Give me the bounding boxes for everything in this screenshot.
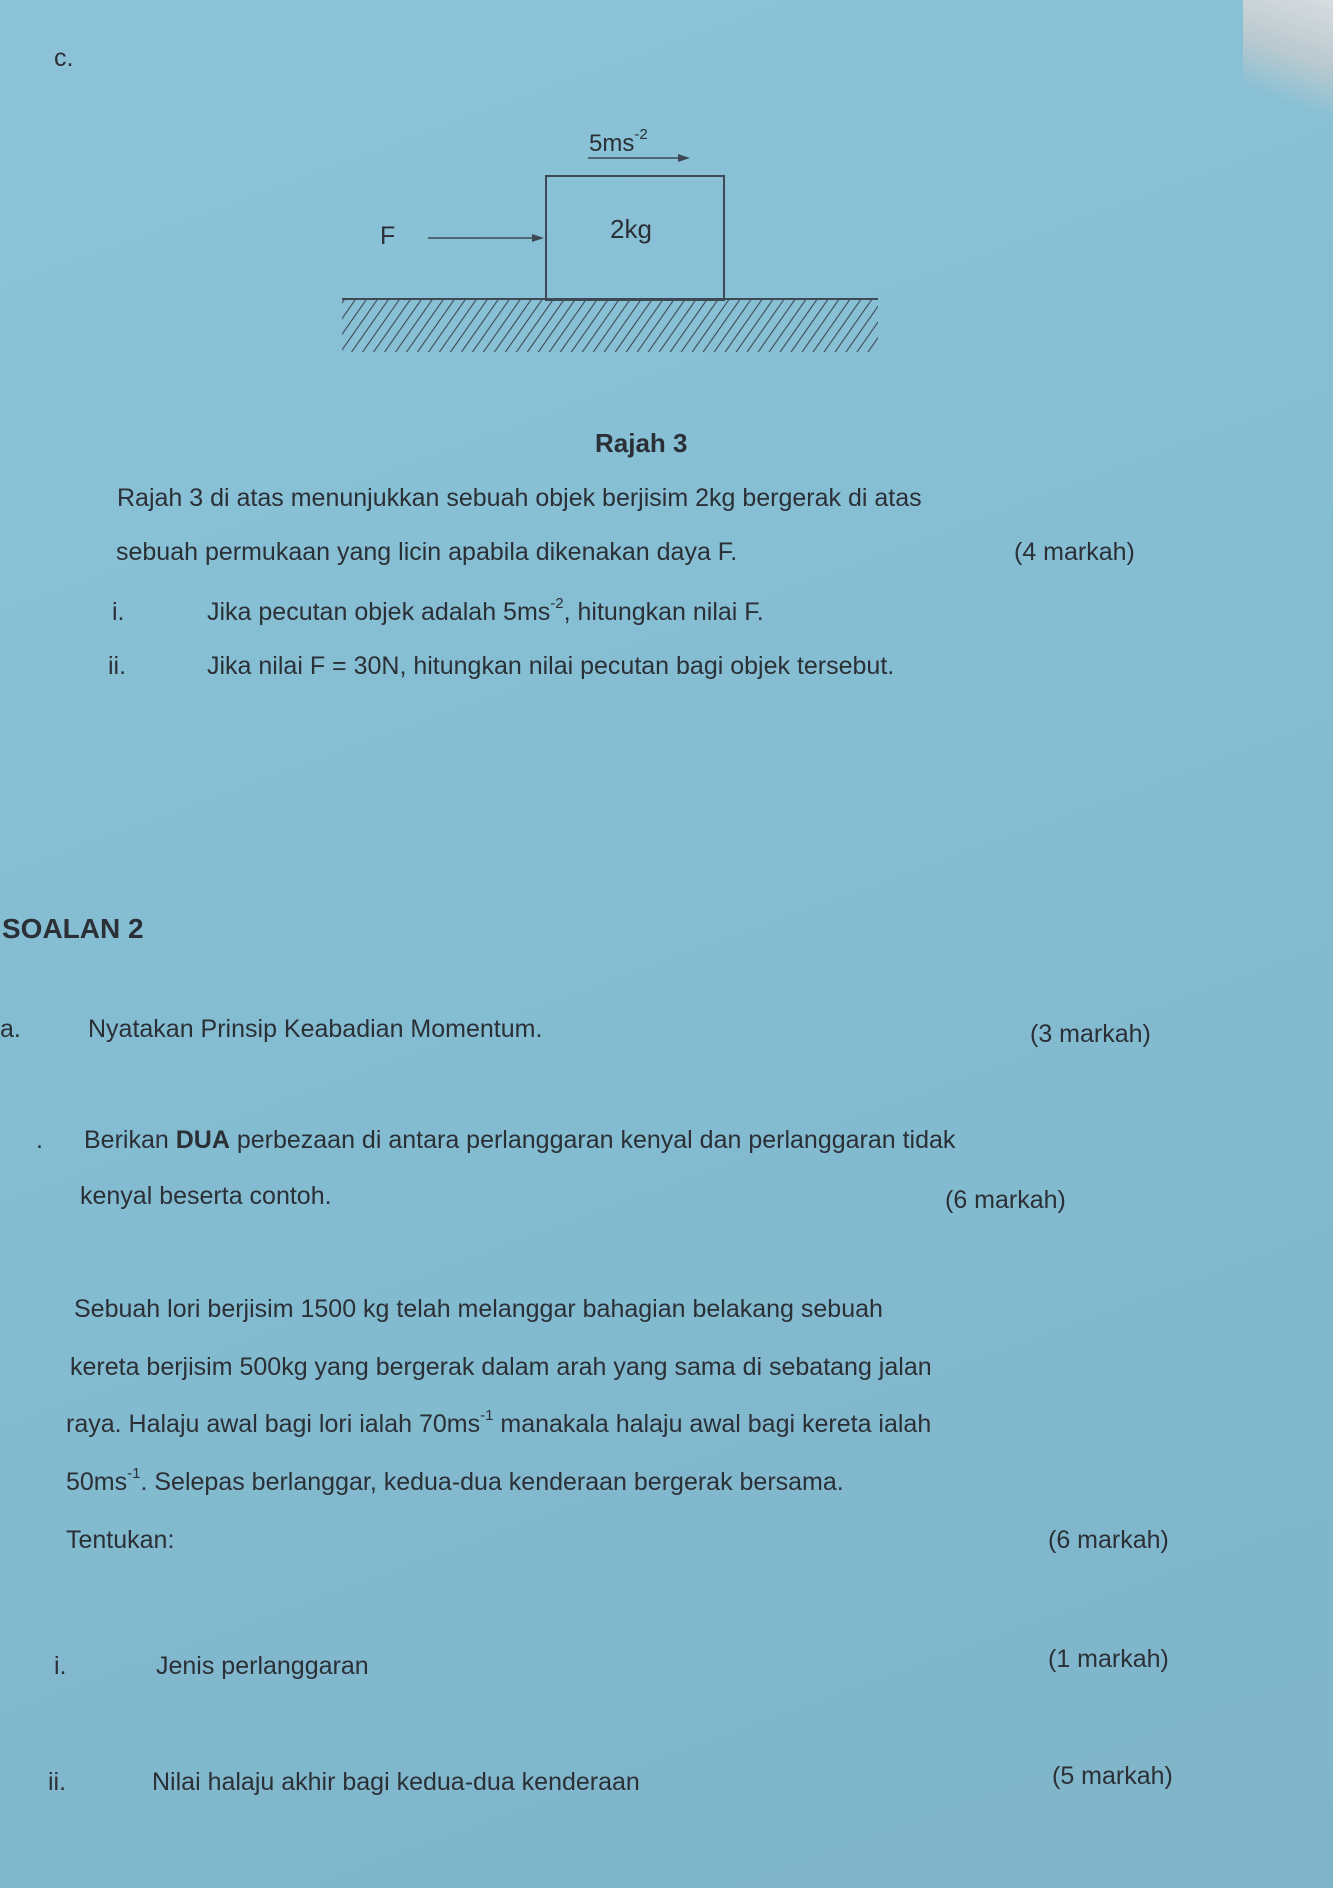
q2c-line5: Tentukan: [66,1526,175,1554]
soalan-2-heading: SOALAN 2 [2,913,144,944]
acceleration-arrow-head [678,154,690,162]
acceleration-label: $5ms^{-2}$ [589,126,648,157]
diagram-caption: Rajah 3 [595,428,688,458]
q2c-line1: Sebuah lori berjisim 1500 kg telah melanggar bahagian belakang sebuah [74,1295,883,1323]
q2b-num: . [36,1126,43,1154]
q2c-line4: $50ms^{-1}$. Selepas berlanggar, kedua-dua kenderaan bergerak bersama. [66,1464,844,1496]
q1-item-i-num: i. [112,598,125,626]
q2c-item-i-marks: (1 markah) [1048,1645,1169,1673]
q2c-item-i-text: Jenis perlanggaran [156,1652,369,1680]
surface-hatch [342,300,878,352]
q2b-marks: (6 markah) [945,1186,1066,1214]
q2c-item-ii-num: ii. [48,1768,67,1796]
section-c-label: c. [54,44,74,72]
q1-item-i-text: Jika pecutan objek adalah $5ms^{-2}$, hitungkan nilai F. [207,594,764,626]
q1-marks: (4 markah) [1014,538,1135,566]
q1-intro-line1: Rajah 3 di atas menunjukkan sebuah objek berjisim 2kg bergerak di atas [117,484,922,512]
force-arrow-head [532,234,544,242]
q2c-item-i-num: i. [54,1652,67,1680]
mass-label: 2kg [610,214,652,244]
q2c-item-ii-text: Nilai halaju akhir bagi kedua-dua kenderaan [152,1768,640,1796]
q2a-num: a. [0,1015,21,1043]
q2c-line2: kereta berjisim 500kg yang bergerak dalam arah yang sama di sebatang jalan [70,1353,932,1381]
q1-item-ii-text: Jika nilai F = 30N, hitungkan nilai pecutan bagi objek tersebut. [207,652,895,680]
q2c-line3: raya. Halaju awal bagi lori ialah $70ms^{-1}$ manakala halaju awal bagi kereta ialah [66,1406,932,1438]
force-label: F [380,222,396,250]
q2a-marks: (3 markah) [1030,1020,1151,1048]
q2c-item-ii-marks: (5 markah) [1052,1762,1173,1790]
q2a-text: Nyatakan Prinsip Keabadian Momentum. [88,1015,543,1043]
q2b-line2: kenyal beserta contoh. [80,1182,332,1210]
rajah-3-diagram [0,100,1333,480]
q2c-marks: (6 markah) [1048,1526,1169,1554]
q1-intro-line2: sebuah permukaan yang licin apabila dikenakan daya F. [116,538,738,566]
q1-item-ii-num: ii. [108,652,127,680]
q2b-line1: Berikan DUA perbezaan di antara perlanggaran kenyal dan perlanggaran tidak [84,1126,956,1154]
